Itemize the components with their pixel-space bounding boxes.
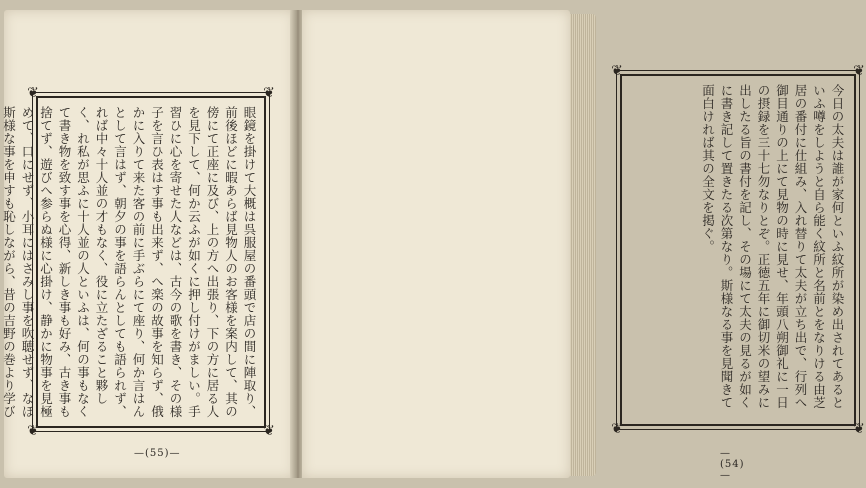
- right-page-number: —(54)—: [720, 448, 745, 481]
- border-ornament-icon: ❦: [611, 63, 623, 79]
- left-page-body-text: [1, 106, 258, 418]
- left-page-paragraph: 眼鏡を掛けて大概は呉服屋の番頭で店の間に陣取り、前後ほどに暇あらば見物人のお客様を案内して、其の傍にて正座に及び、上の方へ出張り、下の方に居る人を見下して、何か云ふが如くに押し付けがましい。手習ひに心を寄せた人などは、古今の歌を書き、その様子を言ひ表はす事も出来ず、へ楽の故事を知らず、俄かに入りて来た客の前に手ぶらにて座り、何か言はんとして言はず、朝夕の事を語らんとしても語られず、れば中々十人並の才もなく、役に立たざること夥しく、れ私が思ふに十人並の人といふは、何の事もなくて書き物を致す事を心得、新しき事も好み、古き事も捨てず、遊びへ参らぬ様に心掛け、静かに物事を見極めて、口にせず、小耳にはさみし事を吹聴せず、なほ斯様な事を申すも恥しながら、昔の吉野の巻より学び: [1, 106, 257, 418]
- border-ornament-icon: ❦: [263, 423, 275, 439]
- left-page-ornamental-border: [1, 85, 275, 439]
- border-ornament-icon: ❦: [853, 421, 865, 437]
- border-ornament-icon: ❦: [853, 63, 865, 79]
- border-ornament-icon: ❦: [263, 85, 275, 101]
- open-book: [1, 10, 865, 481]
- page-edges: [570, 14, 596, 476]
- border-ornament-icon: ❦: [611, 421, 623, 437]
- left-page: [1, 10, 294, 478]
- border-ornament-icon: ❦: [27, 423, 39, 439]
- right-page: [302, 10, 865, 481]
- left-page-number: —(55)—: [134, 448, 181, 459]
- right-page-paragraph: 今日の太夫は誰が家何といふ紋所が染め出されてあるといふ噂をしようと自ら能く紋所と名前とをなりける由芝居の番付に仕組み、入れ替りて太夫が立ち出で、行列へ御目通りの上にて見物の時に見せ、年頭八朔御礼に一日の摂録を三十七勿なりとぞ。正徳五年に御切米の望みに出したる旨の書付を記し、その場にて太夫の見るが如くに書き記して置きたる次第なり。斯様なる事を見聞きて面白ければ其の全文を掲ぐ。: [700, 84, 845, 409]
- border-ornament-icon: ❦: [27, 85, 39, 101]
- right-page-body-text: [630, 84, 846, 416]
- right-page-ornamental-border: [611, 63, 865, 437]
